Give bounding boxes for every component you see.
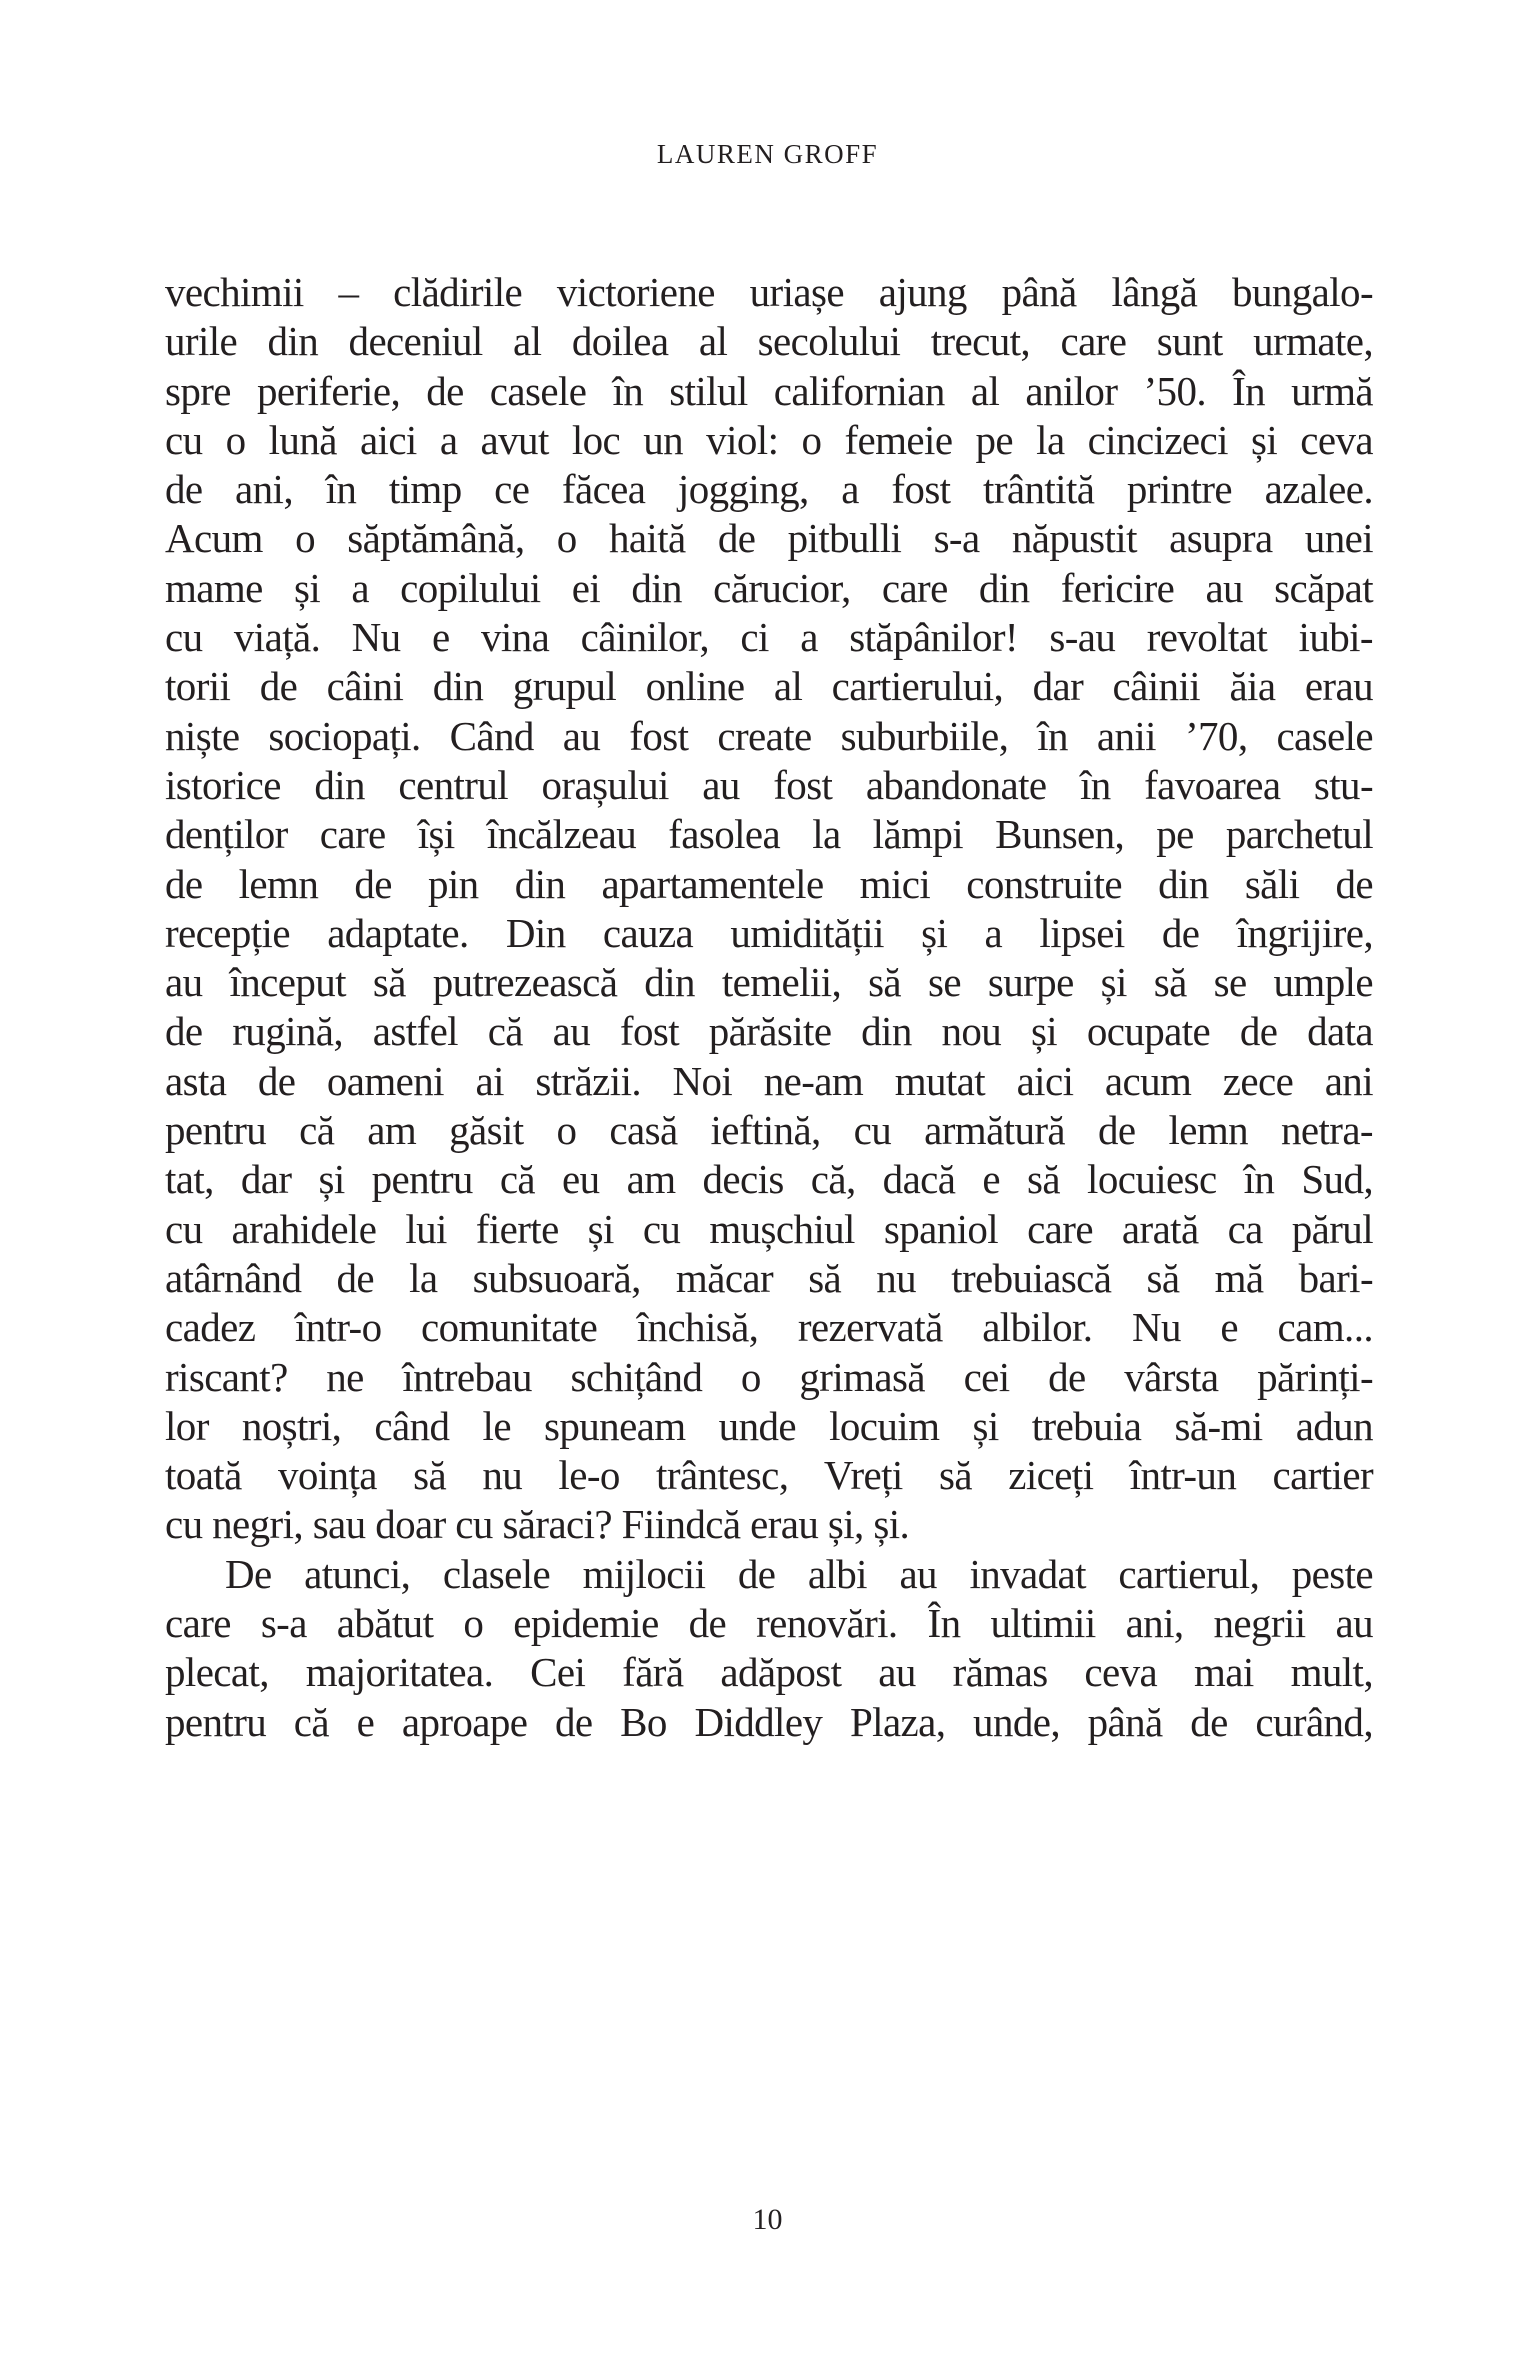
text-line: urile din deceniul al doilea al secolului trecut, care sunt urmate, bbox=[165, 318, 1373, 365]
text-line: au început să putrezească din temelii, să se surpe și să se umple bbox=[165, 959, 1373, 1006]
text-line: torii de câini din grupul online al cartierului, dar câinii ăia erau bbox=[165, 663, 1373, 710]
text-line: tat, dar și pentru că eu am decis că, dacă e să locuiesc în Sud, bbox=[165, 1156, 1373, 1203]
paragraph-1 bbox=[165, 268, 1373, 1550]
text-line: lor noștri, când le spuneam unde locuim și trebuia să-mi adun bbox=[165, 1402, 1373, 1449]
text-line: care s-a abătut o epidemie de renovări. În ultimii ani, negrii au bbox=[165, 1600, 1373, 1647]
body-text bbox=[165, 268, 1373, 1747]
text-line: atârnând de la subsuoară, măcar să nu trebuiască să mă bari- bbox=[165, 1254, 1373, 1301]
text-line: istorice din centrul orașului au fost abandonate în favoarea stu- bbox=[165, 761, 1373, 808]
text-line: riscant? ne întrebau schițând o grimasă cei de vârsta părinți- bbox=[165, 1353, 1373, 1400]
text-line: vechimii – clădirile victoriene uriașe ajung până lângă bungalo- bbox=[165, 269, 1373, 315]
text-line: de rugină, astfel că au fost părăsite din nou și ocupate de data bbox=[165, 1008, 1373, 1055]
text-line: pentru că am găsit o casă ieftină, cu armătură de lemn netra- bbox=[165, 1107, 1373, 1154]
text-line: cu o lună aici a avut loc un viol: o femeie pe la cincizeci și ceva bbox=[165, 416, 1373, 463]
text-line: de ani, în timp ce făcea jogging, a fost trântită printre azalee. bbox=[165, 466, 1373, 513]
page-number: 10 bbox=[752, 2203, 783, 2236]
text-line: mame și a copilului ei din cărucior, care din fericire au scăpat bbox=[165, 564, 1373, 611]
text-line: Acum o săptămână, o haită de pitbulli s-a năpustit asupra unei bbox=[165, 515, 1373, 562]
text-line: niște sociopați. Când au fost create suburbiile, în anii ’70, casele bbox=[165, 712, 1373, 759]
text-line: toată voința să nu le-o trântesc, Vreți să ziceți într-un cartier bbox=[165, 1452, 1373, 1499]
text-line: denților care își încălzeau fasolea la lămpi Bunsen, pe parchetul bbox=[165, 811, 1373, 858]
text-line: cu arahidele lui fierte și cu mușchiul spaniol care arată ca părul bbox=[165, 1205, 1373, 1252]
text-line: plecat, majoritatea. Cei fără adăpost au rămas ceva mai mult, bbox=[165, 1649, 1373, 1696]
text-line: pentru că e aproape de Bo Diddley Plaza, unde, până de curând, bbox=[165, 1698, 1373, 1745]
text-line: cu viață. Nu e vina câinilor, ci a stăpânilor! s-au revoltat iubi- bbox=[165, 614, 1373, 661]
text-line: cadez într-o comunitate închisă, rezervată albilor. Nu e cam... bbox=[165, 1304, 1373, 1351]
text-line: asta de oameni ai străzii. Noi ne-am mutat aici acum zece ani bbox=[165, 1057, 1373, 1104]
paragraph-2 bbox=[165, 1550, 1373, 1747]
text-line: spre periferie, de casele în stilul californian al anilor ’50. În urmă bbox=[165, 367, 1373, 414]
text-line: De atunci, clasele mijlocii de albi au invadat cartierul, peste bbox=[225, 1550, 1373, 1597]
text-line: cu negri, sau doar cu săraci? Fiindcă erau și, și. bbox=[165, 1501, 910, 1548]
text-line: recepție adaptate. Din cauza umidității și a lipsei de îngrijire, bbox=[165, 909, 1373, 956]
text-line: de lemn de pin din apartamentele mici construite din săli de bbox=[165, 860, 1373, 907]
running-head-author: LAUREN GROFF bbox=[656, 139, 879, 169]
